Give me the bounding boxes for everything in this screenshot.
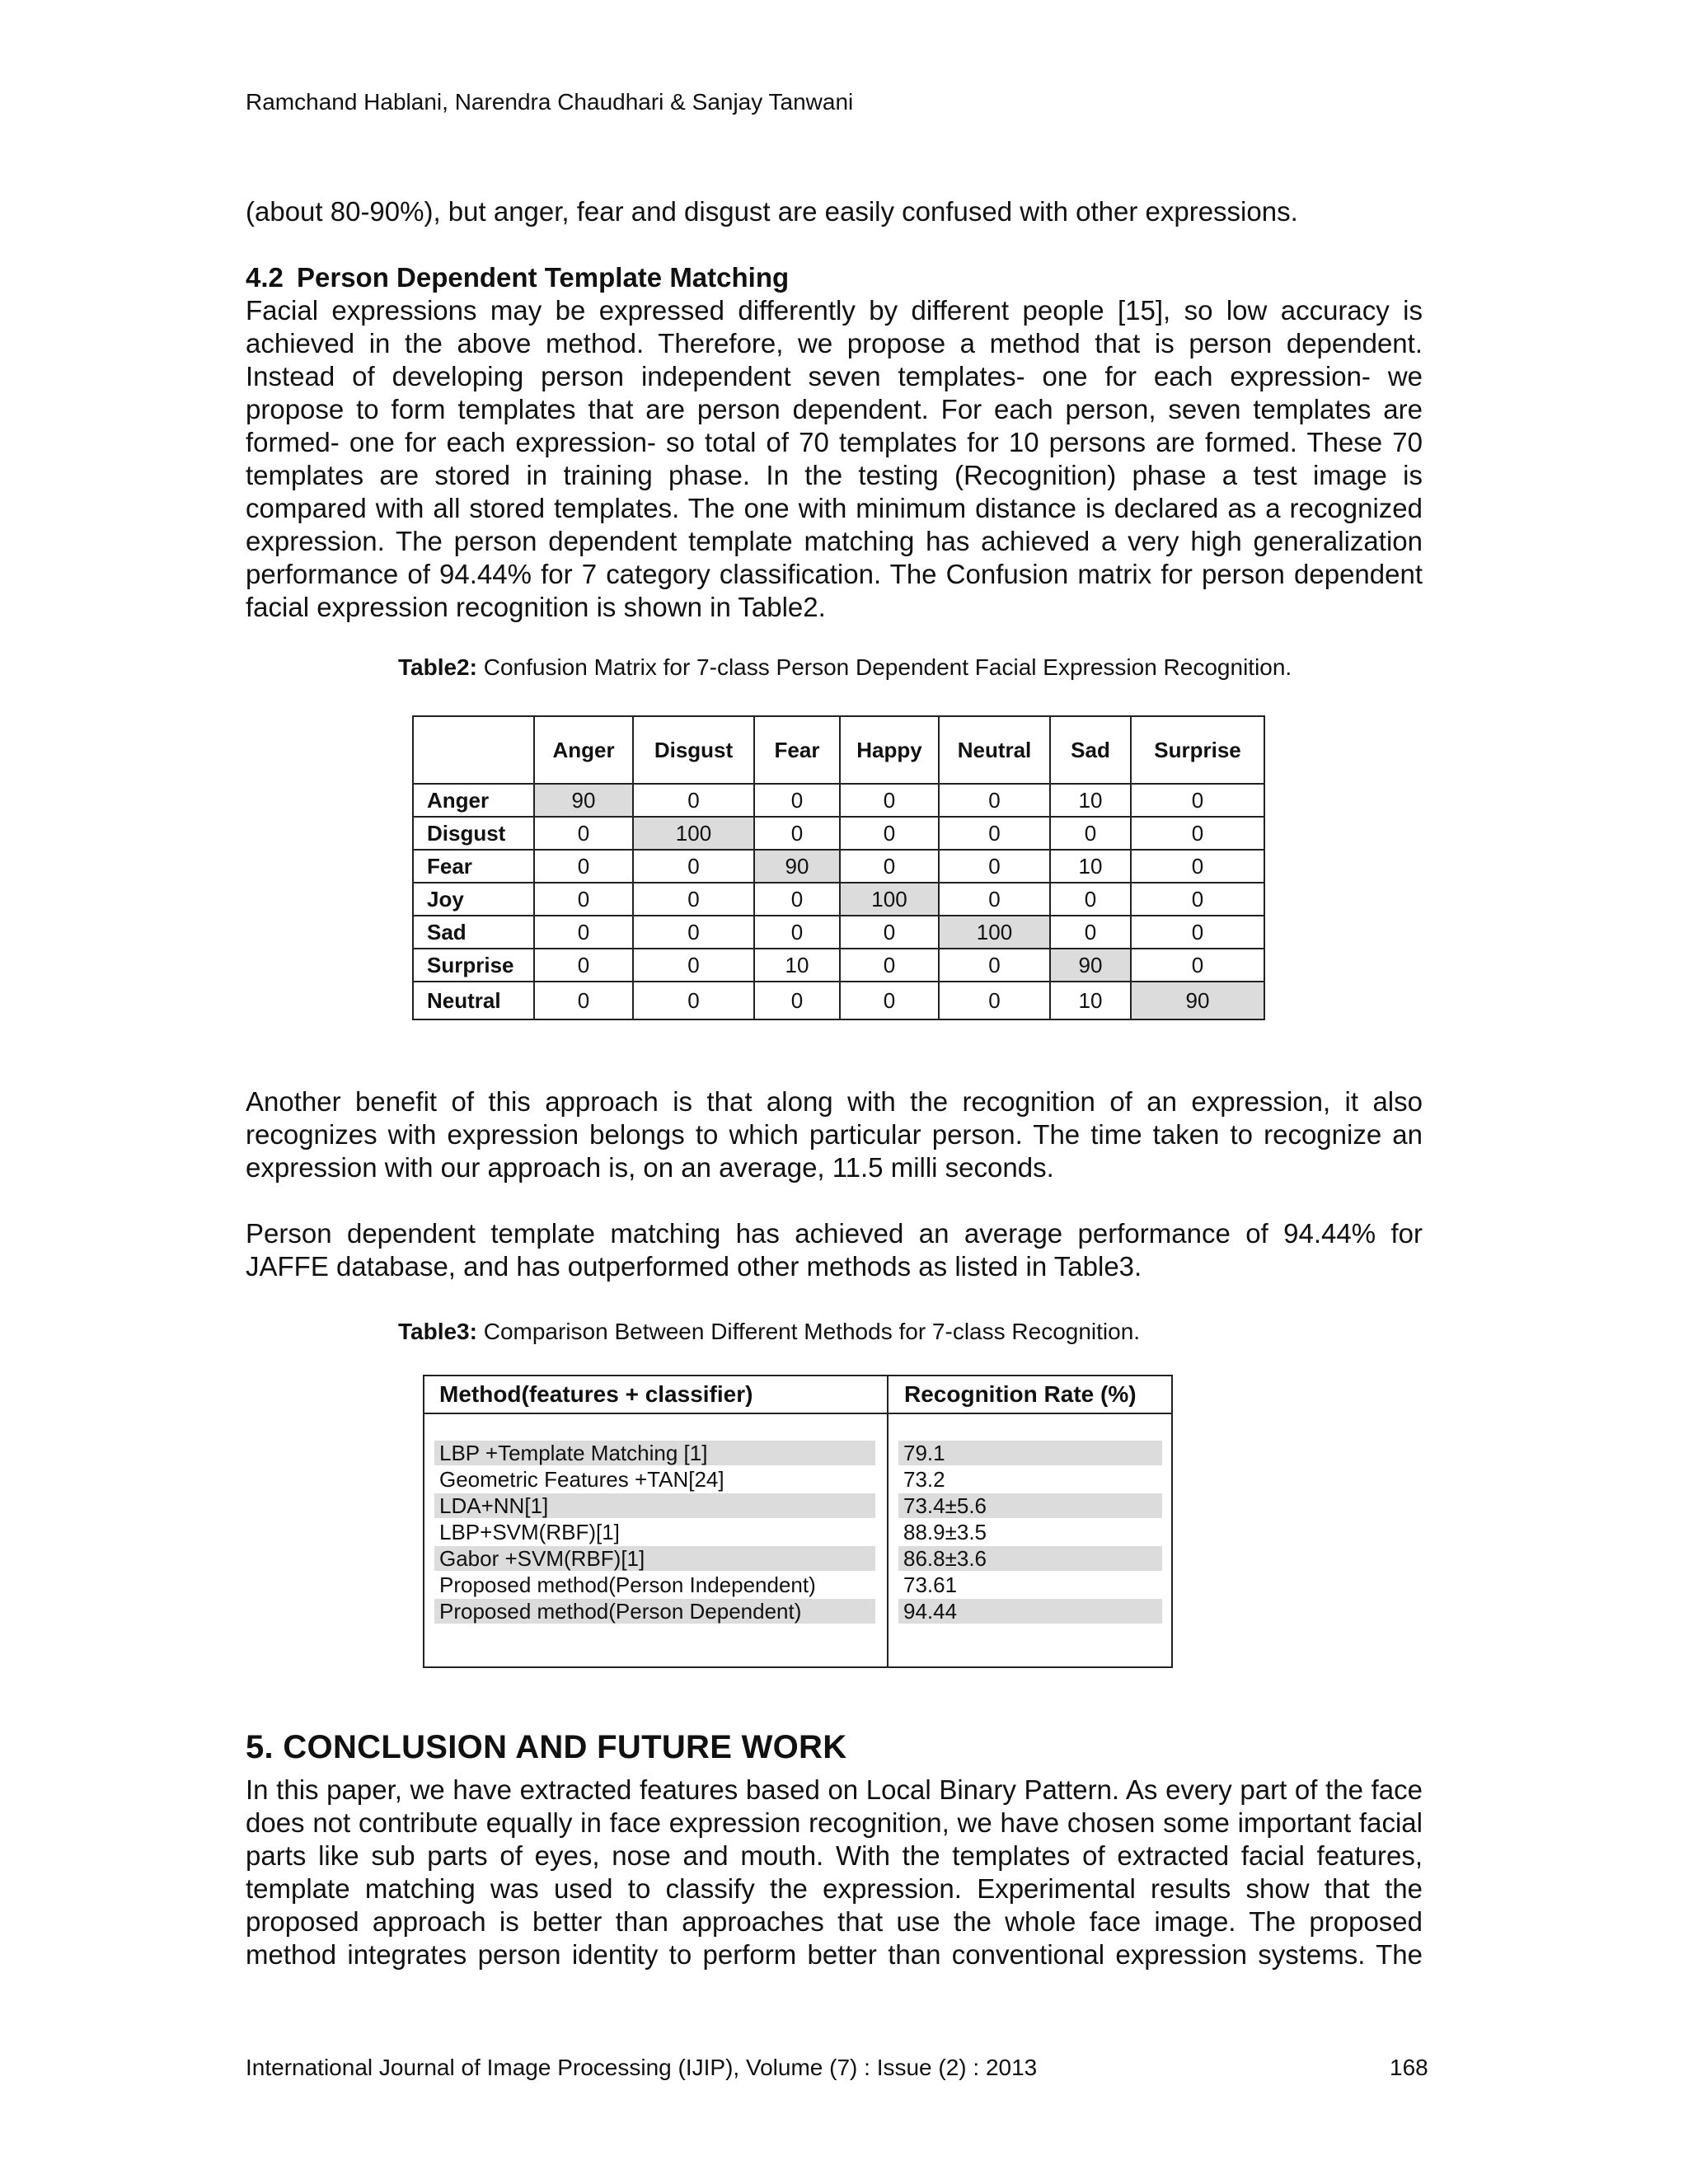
text-line: expression. The person dependent template matching has achieved a very high generalization — [246, 526, 1423, 556]
section-5-heading: 5. CONCLUSION AND FUTURE WORK — [246, 1729, 847, 1765]
table-row — [413, 949, 1264, 982]
row-label: Disgust — [413, 817, 534, 850]
text-line: facial expression recognition is shown in Table2. — [246, 592, 826, 622]
table-row — [413, 916, 1264, 949]
matrix-cell: 0 — [534, 883, 633, 916]
matrix-cell: 0 — [534, 982, 633, 1019]
table3-caption — [398, 1319, 1140, 1345]
footer-journal: International Journal of Image Processing (IJIP), Volume (7) : Issue (2) : 2013 — [246, 2055, 1038, 2080]
rate-cell: 86.8±3.6 — [898, 1546, 1162, 1571]
column-header: Happy — [840, 716, 939, 784]
rate-cell: 88.9±3.5 — [903, 1520, 987, 1544]
paragraph-benefit — [246, 1085, 1423, 1184]
paragraph-performance — [246, 1217, 1423, 1283]
header-rate: Recognition Rate (%) — [904, 1381, 1137, 1407]
matrix-cell: 0 — [939, 784, 1050, 817]
table2-caption — [398, 654, 1292, 681]
matrix-cell: 10 — [754, 949, 840, 982]
row-label: Neutral — [413, 982, 534, 1019]
text-line: formed- one for each expression- so total of 70 templates for 10 persons are formed. These 70 — [246, 427, 1423, 457]
matrix-cell: 0 — [633, 982, 754, 1019]
method-cell: Proposed method(Person Independent) — [439, 1572, 816, 1597]
section-4-2-heading — [246, 262, 789, 293]
matrix-cell: 90 — [1131, 982, 1264, 1019]
method-cell: LBP+SVM(RBF)[1] — [439, 1520, 620, 1544]
corner-cell — [413, 716, 534, 784]
rate-cell: 73.2 — [903, 1467, 945, 1492]
row-label: Surprise — [413, 949, 534, 982]
method-cell: Proposed method(Person Dependent) — [434, 1599, 875, 1624]
column-header: Sad — [1050, 716, 1131, 784]
text-line: method integrates person identity to perform better than conventional expression systems. The — [246, 1939, 1423, 1970]
text-line: achieved in the above method. Therefore, we propose a method that is person dependent. — [246, 328, 1423, 359]
matrix-cell: 0 — [633, 883, 754, 916]
matrix-cell: 0 — [939, 850, 1050, 883]
rate-cell: 79.1 — [898, 1441, 1162, 1465]
page-number: 168 — [1390, 2055, 1428, 2080]
matrix-cell: 0 — [633, 784, 754, 817]
matrix-cell: 0 — [939, 982, 1050, 1019]
table3-caption-label: Table3: — [398, 1319, 477, 1344]
confusion-header-row — [413, 716, 1264, 784]
matrix-cell: 0 — [534, 817, 633, 850]
text-line: propose to form templates that are person dependent. For each person, seven templates are — [246, 394, 1423, 424]
matrix-cell: 0 — [534, 949, 633, 982]
table3-caption-text: Comparison Between Different Methods for 7-class Recognition. — [476, 1319, 1141, 1344]
matrix-cell: 0 — [1131, 784, 1264, 817]
matrix-cell: 0 — [939, 817, 1050, 850]
method-cell: LDA+NN[1] — [434, 1493, 875, 1518]
matrix-cell: 0 — [840, 817, 939, 850]
row-label: Anger — [413, 784, 534, 817]
text-line: Person dependent template matching has achieved an average performance of 94.44% for — [246, 1218, 1423, 1249]
text-line: Facial expressions may be expressed differently by different people [15], so low accuracy is — [246, 295, 1423, 326]
matrix-cell: 100 — [939, 916, 1050, 949]
text-line: template matching was used to classify the expression. Experimental results show that the — [246, 1873, 1423, 1904]
matrix-cell: 0 — [1050, 817, 1131, 850]
table-row — [413, 817, 1264, 850]
matrix-cell: 10 — [1050, 784, 1131, 817]
text-line: performance of 94.44% for 7 category classification. The Confusion matrix for person dependent — [246, 559, 1423, 589]
text-line: proposed approach is better than approaches that use the whole face image. The proposed — [246, 1906, 1423, 1937]
row-label: Sad — [413, 916, 534, 949]
rate-cell: 94.44 — [898, 1599, 1162, 1624]
text-line: does not contribute equally in face expression recognition, we have chosen some important facial — [246, 1807, 1423, 1838]
table2-caption-label: Table2: — [398, 654, 477, 680]
matrix-cell: 0 — [1050, 916, 1131, 949]
text-line: Instead of developing person independent seven templates- one for each expression- we — [246, 361, 1423, 391]
matrix-cell: 0 — [534, 916, 633, 949]
matrix-cell: 0 — [633, 916, 754, 949]
paragraph-top: (about 80-90%), but anger, fear and disgust are easily confused with other expressions. — [246, 196, 1298, 227]
matrix-cell: 0 — [1131, 916, 1264, 949]
matrix-cell: 0 — [840, 982, 939, 1019]
matrix-cell: 0 — [1131, 817, 1264, 850]
header-method: Method(features + classifier) — [439, 1381, 753, 1407]
text-line: templates are stored in training phase. In the testing (Recognition) phase a test image is — [246, 460, 1423, 490]
matrix-cell: 0 — [840, 784, 939, 817]
matrix-cell: 0 — [1131, 949, 1264, 982]
matrix-cell: 0 — [754, 883, 840, 916]
text-line: JAFFE database, and has outperformed other methods as listed in Table3. — [246, 1251, 1142, 1282]
matrix-cell: 0 — [840, 916, 939, 949]
matrix-cell: 0 — [939, 949, 1050, 982]
section-title: Person Dependent Template Matching — [297, 262, 790, 293]
column-header: Fear — [754, 716, 840, 784]
matrix-cell: 0 — [939, 883, 1050, 916]
text-line: recognizes with expression belongs to which particular person. The time taken to recognize an — [246, 1119, 1423, 1150]
column-divider — [887, 1376, 889, 1666]
text-line: expression with our approach is, on an average, 11.5 milli seconds. — [246, 1152, 1054, 1183]
method-cell: Gabor +SVM(RBF)[1] — [434, 1546, 875, 1571]
confusion-matrix-table — [412, 715, 1265, 1020]
rate-cell: 73.4±5.6 — [898, 1493, 1162, 1518]
table-row — [413, 982, 1264, 1019]
rate-cell: 73.61 — [903, 1572, 958, 1597]
table-row — [413, 784, 1264, 817]
text-line: Another benefit of this approach is that along with the recognition of an expression, it also — [246, 1086, 1423, 1117]
row-label: Fear — [413, 850, 534, 883]
matrix-cell: 0 — [754, 784, 840, 817]
matrix-cell: 0 — [534, 850, 633, 883]
row-label: Joy — [413, 883, 534, 916]
matrix-cell: 0 — [633, 949, 754, 982]
paragraph-4-2 — [246, 294, 1423, 624]
matrix-cell: 0 — [633, 850, 754, 883]
column-header: Neutral — [939, 716, 1050, 784]
matrix-cell: 10 — [1050, 850, 1131, 883]
table-row — [413, 850, 1264, 883]
matrix-cell: 0 — [754, 982, 840, 1019]
section-number: 4.2 — [246, 262, 284, 293]
column-header: Anger — [534, 716, 633, 784]
matrix-cell: 90 — [534, 784, 633, 817]
table-row — [413, 883, 1264, 916]
text-line: parts like sub parts of eyes, nose and mouth. With the templates of extracted facial features, — [246, 1840, 1423, 1871]
matrix-cell: 10 — [1050, 982, 1131, 1019]
table2-caption-text: Confusion Matrix for 7-class Person Dependent Facial Expression Recognition. — [476, 654, 1292, 680]
matrix-cell: 0 — [1131, 883, 1264, 916]
comparison-table — [423, 1375, 1173, 1668]
matrix-cell: 100 — [633, 817, 754, 850]
matrix-cell: 0 — [754, 817, 840, 850]
text-line: In this paper, we have extracted features based on Local Binary Pattern. As every part of the face — [246, 1774, 1423, 1805]
column-header: Surprise — [1131, 716, 1264, 784]
matrix-cell: 0 — [840, 949, 939, 982]
text-line: compared with all stored templates. The one with minimum distance is declared as a recognized — [246, 493, 1423, 523]
matrix-cell: 0 — [1050, 883, 1131, 916]
matrix-cell: 100 — [840, 883, 939, 916]
method-cell: Geometric Features +TAN[24] — [439, 1467, 724, 1492]
matrix-cell: 0 — [1131, 850, 1264, 883]
matrix-cell: 90 — [1050, 949, 1131, 982]
running-header: Ramchand Hablani, Narendra Chaudhari & Sanjay Tanwani — [246, 89, 854, 115]
matrix-cell: 0 — [754, 916, 840, 949]
header-divider — [424, 1413, 1171, 1414]
matrix-cell: 90 — [754, 850, 840, 883]
column-header: Disgust — [633, 716, 754, 784]
paragraph-conclusion — [246, 1774, 1423, 1971]
method-cell: LBP +Template Matching [1] — [434, 1441, 875, 1465]
matrix-cell: 0 — [840, 850, 939, 883]
